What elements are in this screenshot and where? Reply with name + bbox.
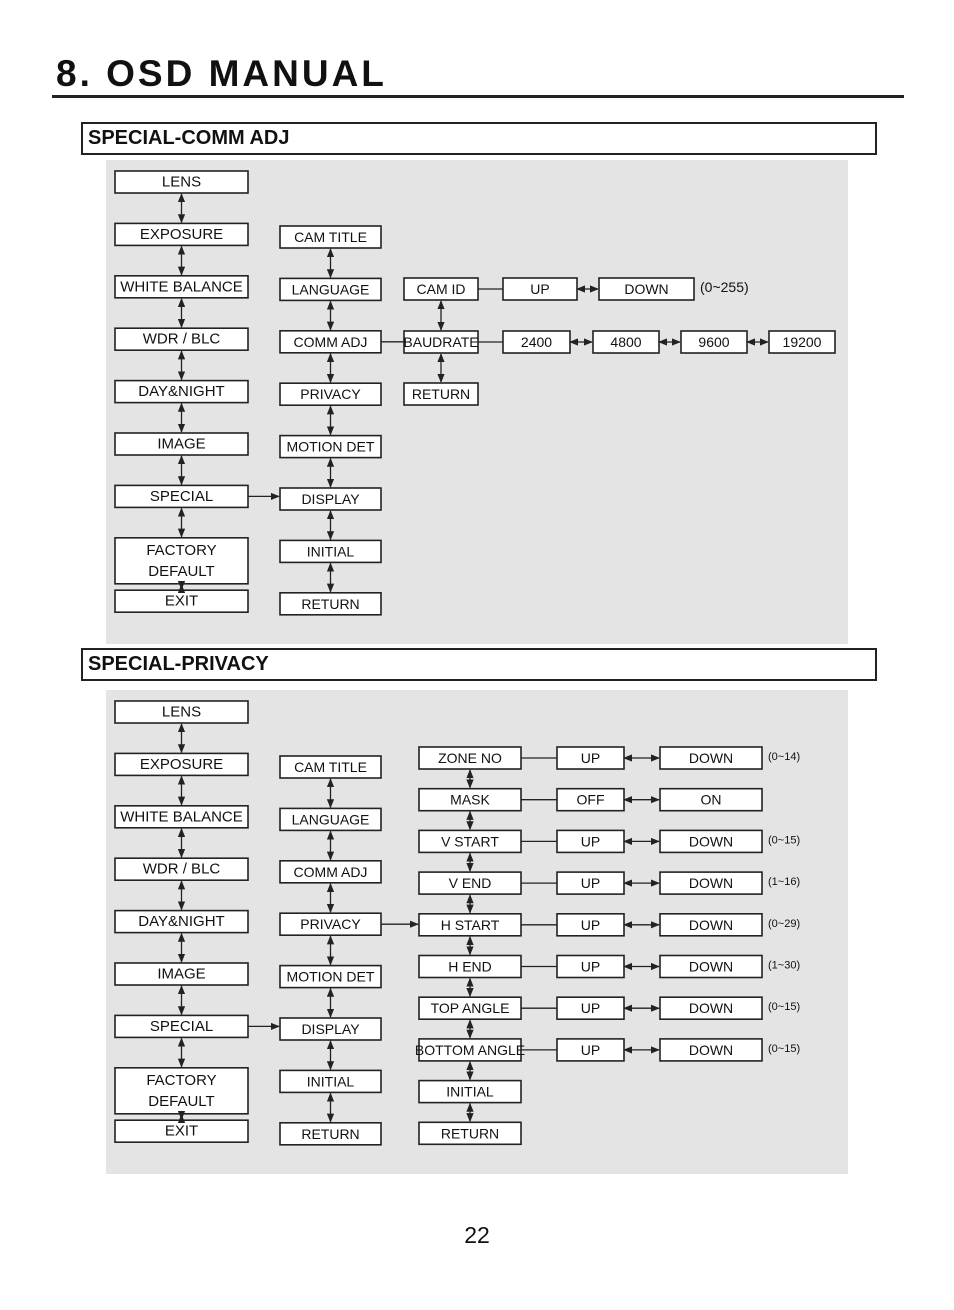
privacy-item-initial[interactable]: [419, 1081, 521, 1103]
main-menu-exposure-label: EXPOSURE: [139, 225, 224, 243]
main-menu-special[interactable]: [115, 485, 248, 507]
main-menu-image-label: IMAGE: [157, 435, 206, 453]
privacy-top-angle-down-button[interactable]: [660, 997, 762, 1019]
main-menu-special-label: SPECIAL: [149, 1017, 214, 1035]
privacy-mask-off-button[interactable]: [557, 789, 624, 811]
privacy-v-end-range-note: (1~16): [768, 876, 801, 889]
special-menu-display[interactable]: [280, 1018, 381, 1040]
main-menu-exposure[interactable]: [115, 223, 248, 245]
privacy-item-top-angle-label: TOP ANGLE: [430, 1000, 510, 1017]
main-menu-exit-label: EXIT: [164, 592, 199, 610]
privacy-item-return[interactable]: [419, 1122, 521, 1144]
privacy-item-mask[interactable]: [419, 789, 521, 811]
main-menu-exposure-label: EXPOSURE: [139, 755, 224, 773]
special-menu-initial[interactable]: [280, 1070, 381, 1092]
baudrate-option-9600[interactable]: [681, 331, 747, 353]
special-menu-cam-title[interactable]: [280, 756, 381, 778]
cam-id-up-button[interactable]: [503, 278, 577, 300]
privacy-h-end-down-button[interactable]: [660, 956, 762, 978]
special-menu-language-label: LANGUAGE: [291, 811, 370, 828]
privacy-h-end-up-button-label: UP: [580, 958, 601, 975]
main-menu-day-night-label: DAY&NIGHT: [138, 913, 225, 931]
privacy-zone-no-up-button[interactable]: [557, 747, 624, 769]
main-menu-exit[interactable]: [115, 590, 248, 612]
main-menu-factory-default-label: DEFAULT: [148, 562, 215, 580]
main-menu-special[interactable]: [115, 1015, 248, 1037]
special-menu-return[interactable]: [280, 1123, 381, 1145]
special-menu-motion-det[interactable]: [280, 436, 381, 458]
main-menu-day-night[interactable]: [115, 381, 248, 403]
comm-item-return[interactable]: [404, 383, 478, 405]
main-menu-factory-default[interactable]: [115, 538, 248, 584]
privacy-bottom-angle-up-button[interactable]: [557, 1039, 624, 1061]
comm-item-return-label: RETURN: [411, 386, 471, 402]
main-menu-white-balance[interactable]: [115, 806, 248, 828]
special-menu-motion-det-label: MOTION DET: [286, 968, 375, 985]
privacy-zone-no-down-button[interactable]: [660, 747, 762, 769]
main-menu-exit[interactable]: [115, 1120, 248, 1142]
main-menu-factory-default[interactable]: [115, 1068, 248, 1114]
privacy-v-start-range-note: (0~15): [768, 834, 801, 847]
main-menu-lens[interactable]: [115, 701, 248, 723]
comm-item-baudrate-label: BAUDRATE: [403, 334, 479, 350]
baudrate-option-4800-label: 4800: [610, 334, 642, 350]
main-menu-factory-default-label: FACTORY: [146, 541, 217, 559]
special-menu-return-label: RETURN: [301, 1125, 360, 1142]
special-menu-language[interactable]: [280, 808, 381, 830]
privacy-item-v-end-label: V END: [448, 875, 492, 892]
privacy-h-start-down-button-label: DOWN: [688, 916, 734, 933]
privacy-v-start-down-button[interactable]: [660, 830, 762, 852]
privacy-item-h-start-label: H START: [440, 916, 500, 933]
main-menu-day-night[interactable]: [115, 911, 248, 933]
privacy-v-end-up-button-label: UP: [580, 875, 601, 892]
special-menu-cam-title[interactable]: [280, 226, 381, 248]
privacy-h-start-range-note: (0~29): [768, 917, 801, 930]
privacy-h-end-range-note: (1~30): [768, 959, 801, 972]
privacy-item-v-start[interactable]: [419, 830, 521, 852]
special-menu-comm-adj-label: COMM ADJ: [293, 333, 368, 350]
privacy-zone-no-range-note: (0~14): [768, 751, 801, 763]
baudrate-option-2400[interactable]: [503, 331, 570, 353]
privacy-top-angle-up-button[interactable]: [557, 997, 624, 1019]
special-menu-privacy-label: PRIVACY: [300, 916, 361, 933]
main-menu-wdr-blc-label: WDR / BLC: [142, 860, 221, 878]
privacy-item-initial-label: INITIAL: [446, 1083, 494, 1100]
section-header-privacy: SPECIAL-PRIVACY: [81, 648, 877, 681]
privacy-item-h-start[interactable]: [419, 914, 521, 936]
privacy-top-angle-range-note: (0~15): [768, 1001, 801, 1014]
page-title: 8. OSD MANUAL: [56, 53, 387, 94]
main-menu-lens-label: LENS: [161, 703, 202, 721]
privacy-item-return-label: RETURN: [440, 1125, 500, 1142]
privacy-item-top-angle[interactable]: [419, 997, 521, 1019]
special-menu-display-label: DISPLAY: [301, 1021, 360, 1037]
privacy-mask-on-button-label: ON: [700, 791, 722, 808]
cam-id-up-button-label: UP: [530, 281, 550, 297]
main-menu-exposure[interactable]: [115, 753, 248, 775]
special-menu-comm-adj[interactable]: [280, 331, 381, 353]
privacy-top-angle-up-button-label: UP: [580, 1000, 601, 1017]
special-menu-cam-title-label: CAM TITLE: [294, 759, 367, 775]
special-menu-motion-det-label: MOTION DET: [286, 438, 375, 455]
baudrate-option-2400-label: 2400: [520, 334, 553, 350]
main-menu-lens[interactable]: [115, 171, 248, 193]
main-menu-wdr-blc-label: WDR / BLC: [142, 330, 221, 348]
special-menu-initial-label: INITIAL: [306, 1073, 355, 1090]
privacy-item-zone-no[interactable]: [419, 747, 521, 769]
main-menu-exit-label: EXIT: [164, 1122, 199, 1140]
baudrate-option-19200-label: 19200: [782, 334, 822, 350]
baudrate-option-9600-label: 9600: [698, 334, 730, 350]
main-menu-wdr-blc[interactable]: [115, 328, 248, 350]
special-menu-comm-adj-label: COMM ADJ: [293, 863, 368, 880]
special-menu-initial[interactable]: [280, 540, 381, 562]
main-menu-special-label: SPECIAL: [149, 487, 214, 505]
special-menu-display[interactable]: [280, 488, 381, 510]
baudrate-option-4800[interactable]: [593, 331, 659, 353]
main-menu-day-night-label: DAY&NIGHT: [138, 383, 225, 401]
special-menu-language[interactable]: [280, 278, 381, 300]
privacy-v-end-up-button[interactable]: [557, 872, 624, 894]
privacy-bottom-angle-up-button-label: UP: [580, 1041, 601, 1058]
main-menu-white-balance-label: WHITE BALANCE: [120, 278, 243, 296]
special-menu-privacy[interactable]: [280, 383, 381, 405]
main-menu-image-label: IMAGE: [157, 965, 206, 983]
main-menu-factory-default-label: DEFAULT: [148, 1092, 215, 1110]
privacy-h-start-down-button[interactable]: [660, 914, 762, 936]
main-menu-white-balance-label: WHITE BALANCE: [120, 808, 243, 826]
special-menu-return[interactable]: [280, 593, 381, 615]
privacy-zone-no-up-button-label: UP: [580, 750, 601, 766]
privacy-bottom-angle-range-note: (0~15): [768, 1042, 801, 1055]
privacy-item-bottom-angle-label: BOTTOM ANGLE: [414, 1041, 526, 1058]
privacy-item-zone-no-label: ZONE NO: [438, 750, 502, 766]
main-menu-lens-label: LENS: [161, 173, 202, 191]
main-menu-image[interactable]: [115, 963, 248, 985]
comm-item-cam-id-label: CAM ID: [416, 281, 466, 297]
privacy-h-end-down-button-label: DOWN: [688, 958, 734, 975]
page-number: 22: [464, 1222, 490, 1248]
privacy-item-bottom-angle[interactable]: [415, 1039, 525, 1061]
special-menu-return-label: RETURN: [301, 595, 360, 612]
privacy-top-angle-down-button-label: DOWN: [688, 1000, 734, 1017]
special-menu-cam-title-label: CAM TITLE: [294, 229, 367, 245]
privacy-item-v-start-label: V START: [441, 833, 499, 850]
special-menu-privacy-label: PRIVACY: [300, 386, 361, 403]
privacy-v-end-down-button[interactable]: [660, 872, 762, 894]
comm-item-baudrate[interactable]: [403, 331, 478, 353]
special-menu-display-label: DISPLAY: [301, 491, 360, 507]
privacy-bottom-angle-down-button[interactable]: [660, 1039, 762, 1061]
special-menu-motion-det[interactable]: [280, 966, 381, 988]
main-menu-wdr-blc[interactable]: [115, 858, 248, 880]
privacy-item-h-end-label: H END: [448, 958, 492, 975]
privacy-item-h-end[interactable]: [419, 956, 521, 978]
comm-item-cam-id[interactable]: [404, 278, 478, 300]
privacy-h-end-up-button[interactable]: [557, 956, 624, 978]
privacy-bottom-angle-down-button-label: DOWN: [688, 1041, 734, 1058]
privacy-item-v-end[interactable]: [419, 872, 521, 894]
privacy-item-mask-label: MASK: [450, 791, 490, 808]
cam-id-down-button[interactable]: [599, 278, 694, 300]
privacy-v-end-down-button-label: DOWN: [688, 875, 734, 892]
privacy-h-start-up-button-label: UP: [580, 916, 601, 933]
baudrate-option-19200[interactable]: [769, 331, 835, 353]
special-menu-privacy[interactable]: [280, 913, 381, 935]
privacy-h-start-up-button[interactable]: [557, 914, 624, 936]
section-header-comm-adj: SPECIAL-COMM ADJ: [81, 122, 877, 155]
special-menu-initial-label: INITIAL: [306, 543, 355, 560]
privacy-zone-no-down-button-label: DOWN: [688, 750, 734, 766]
cam-id-down-button-label: DOWN: [624, 281, 669, 297]
privacy-v-start-up-button-label: UP: [580, 833, 601, 850]
privacy-mask-off-button-label: OFF: [576, 791, 605, 808]
privacy-v-start-down-button-label: DOWN: [688, 833, 734, 850]
privacy-mask-on-button[interactable]: [660, 789, 762, 811]
special-menu-comm-adj[interactable]: [280, 861, 381, 883]
main-menu-white-balance[interactable]: [115, 276, 248, 298]
cam-id-range-note: (0~255): [700, 279, 749, 295]
privacy-v-start-up-button[interactable]: [557, 830, 624, 852]
special-menu-language-label: LANGUAGE: [291, 281, 370, 298]
main-menu-factory-default-label: FACTORY: [146, 1071, 217, 1089]
main-menu-image[interactable]: [115, 433, 248, 455]
